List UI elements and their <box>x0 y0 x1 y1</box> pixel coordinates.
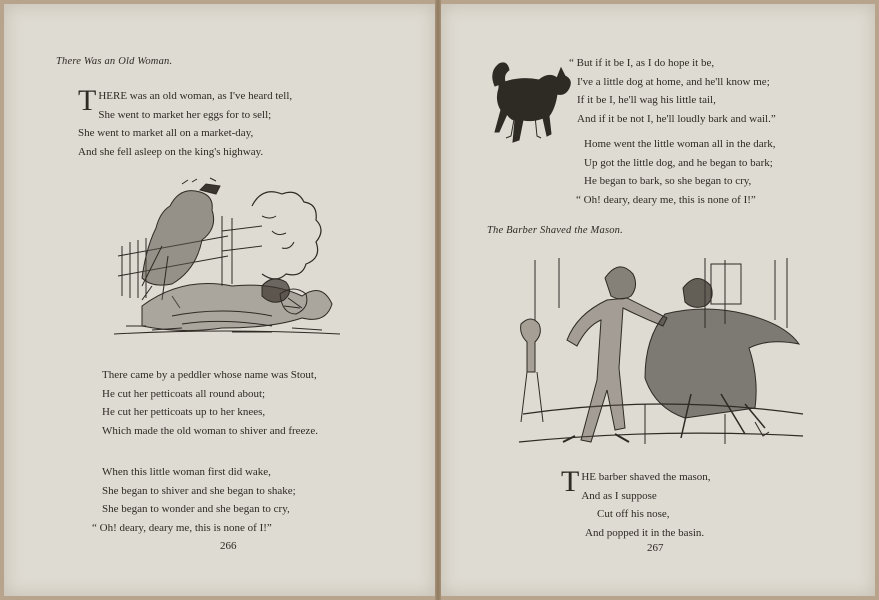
stanza-1 <box>78 84 293 161</box>
drop-cap: T <box>561 465 580 498</box>
verse-line: Which made the old woman to shiver and freeze. <box>102 424 318 437</box>
stanza-2 <box>102 366 318 440</box>
verse-line: I've a little dog at home, and he'll know me; <box>577 75 770 88</box>
left-page <box>4 4 435 596</box>
sleeping-woman-illustration <box>112 176 342 341</box>
verse-line: HE barber shaved the mason, <box>581 471 711 483</box>
barber-verse <box>561 465 711 542</box>
stanza-dog <box>569 54 776 128</box>
verse-line: He began to bark, so she began to cry, <box>584 175 752 187</box>
stanza-home <box>576 135 776 209</box>
verse-line: HERE was an old woman, as I've heard tell, <box>98 90 293 102</box>
verse-line: And she fell asleep on the king's highway. <box>78 145 264 158</box>
poem-title: The Barber Shaved the Mason. <box>487 225 623 236</box>
verse-line: Up got the little dog, and he began to bark; <box>584 156 773 169</box>
verse-line: She began to wonder and she began to cry, <box>102 503 290 515</box>
verse-line: She began to shiver and she began to shake; <box>102 484 296 497</box>
stanza-3 <box>92 463 296 537</box>
verse-line: There came by a peddler whose name was Stout, <box>102 369 317 381</box>
verse-line: Cut off his nose, <box>597 508 670 520</box>
verse-line: He cut her petticoats up to her knees, <box>102 406 266 418</box>
verse-line: “ But if it be I, as I do hope it be, <box>569 57 715 69</box>
right-page <box>441 4 875 596</box>
verse-line: He cut her petticoats all round about; <box>102 387 266 400</box>
little-dog-illustration <box>485 56 571 148</box>
verse-line: And as I suppose <box>581 489 657 502</box>
drop-cap: T <box>78 84 97 117</box>
verse-line: When this little woman first did wake, <box>102 466 271 478</box>
poem-title: There Was an Old Woman. <box>56 56 173 67</box>
verse-line: If it be I, he'll wag his little tail, <box>577 94 716 106</box>
verse-line: Home went the little woman all in the dark, <box>584 138 776 150</box>
page-number: 267 <box>647 542 664 554</box>
verse-line: “ Oh! deary, deary me, this is none of I!” <box>92 521 272 534</box>
verse-line: And popped it in the basin. <box>585 526 705 539</box>
barber-illustration <box>515 254 805 454</box>
verse-line: And if it be not I, he'll loudly bark and wail.” <box>577 112 776 125</box>
verse-line: She went to market all on a market-day, <box>78 127 254 139</box>
page-number: 266 <box>220 540 237 552</box>
verse-line: “ Oh! deary, deary me, this is none of I!” <box>576 193 756 206</box>
verse-line: She went to market her eggs for to sell; <box>98 108 272 121</box>
